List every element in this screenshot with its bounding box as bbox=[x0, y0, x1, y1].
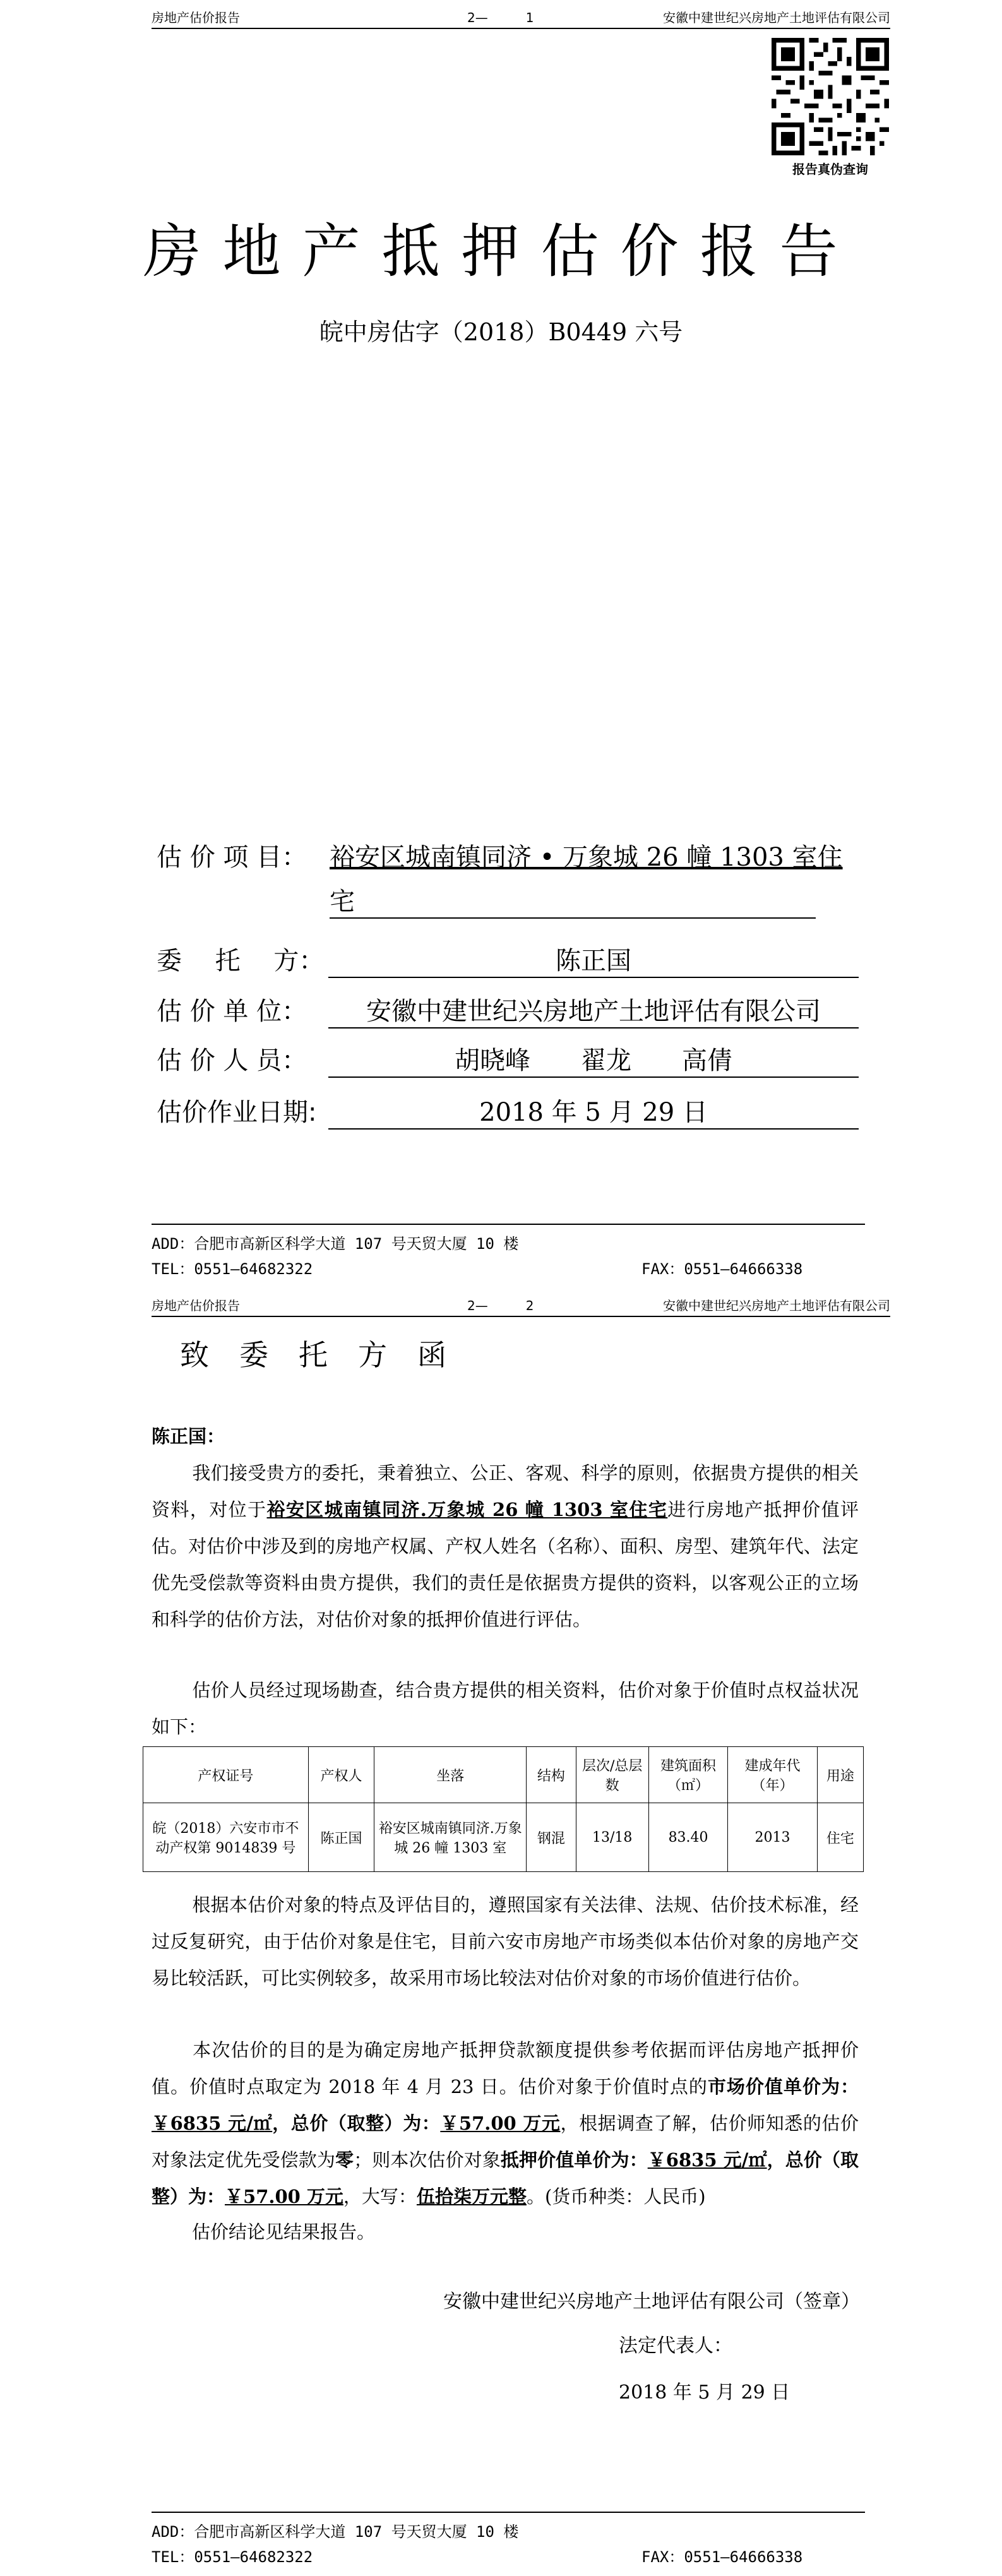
letter-salutation: 陈正国： bbox=[152, 1426, 225, 1447]
field-value-project-line1: 裕安区城南镇同济 • 万象城 26 幢 1303 室住 bbox=[330, 843, 843, 872]
header-right: 安徽中建世纪兴房地产土地评估有限公司 bbox=[663, 1298, 890, 1313]
field-value-client: 陈正国 bbox=[328, 941, 859, 978]
footer-contact bbox=[152, 2544, 865, 2567]
header-page-number: 2— 2 bbox=[467, 1298, 534, 1313]
letter-paragraph-5: 估价结论见结果报告。 bbox=[192, 2221, 376, 2243]
table-header: 层次/总层数 bbox=[576, 1747, 648, 1803]
footer-address: ADD：合肥市高新区科学大道 107 号天贸大厦 10 楼 bbox=[152, 2523, 519, 2541]
field-label-company: 估 价 单 位： bbox=[157, 997, 307, 1026]
header-right: 安徽中建世纪兴房地产土地评估有限公司 bbox=[663, 10, 890, 25]
signature-date: 2018 年 5 月 29 日 bbox=[619, 2382, 790, 2404]
field-value-date: 2018 年 5 月 29 日 bbox=[328, 1092, 859, 1130]
field-label-appraisers: 估 价 人 员： bbox=[157, 1046, 307, 1075]
property-address: 裕安区城南镇同济.万象城 26 幢 1303 室住宅 bbox=[266, 1499, 668, 1520]
table-header: 建筑面积（㎡） bbox=[648, 1747, 728, 1803]
table-cell: 13/18 bbox=[576, 1803, 648, 1872]
property-rights-table bbox=[143, 1746, 864, 1872]
field-value-project-line2: 宅 bbox=[330, 881, 816, 919]
market-total-price: ￥57.00 万元 bbox=[440, 2113, 561, 2134]
mortgage-total-price: ￥57.00 万元 bbox=[225, 2186, 343, 2207]
footer-contact bbox=[152, 1256, 865, 1279]
footer-address: ADD：合肥市高新区科学大道 107 号天贸大厦 10 楼 bbox=[152, 1235, 519, 1253]
field-value-appraisers: 胡晓峰 翟龙 高倩 bbox=[328, 1041, 859, 1078]
market-unit-price: ￥6835 元/㎡ bbox=[152, 2113, 273, 2134]
qr-caption: 报告真伪查询 bbox=[792, 162, 868, 177]
table-cell: 皖（2018）六安市市不动产权第 9014839 号 bbox=[143, 1803, 309, 1872]
field-value-company: 安徽中建世纪兴房地产土地评估有限公司 bbox=[328, 991, 859, 1029]
footer-divider bbox=[152, 2512, 865, 2513]
table-header: 建成年代（年） bbox=[728, 1747, 817, 1803]
letter-paragraph-4: 本次估价的目的是为确定房地产抵押贷款额度提供参考依据而评估房地产抵押价值。价值时点取定为 2018 年 4 月 23 日。估价对象于价值时点的市场价值单价为：￥6835 元/㎡，总价（取整）为：￥57.00 万元，根据调查了解，估价师知悉的估价对象法定优先受偿款为零；则本次估价对象抵押价值单价为：￥6835 元/㎡，总价（取整）为：￥57.00 万元，大写：伍拾柒万元整。(货币种类：人民币) bbox=[152, 2039, 859, 2207]
footer-divider bbox=[152, 1224, 865, 1225]
amount-in-words: 伍拾柒万元整 bbox=[416, 2186, 527, 2207]
table-cell: 83.40 bbox=[648, 1803, 728, 1872]
header-page-number: 2— 1 bbox=[467, 10, 534, 25]
qr-code-icon[interactable] bbox=[772, 38, 889, 155]
table-row bbox=[143, 1803, 864, 1872]
header-left: 房地产估价报告 bbox=[152, 1298, 240, 1313]
header-left: 房地产估价报告 bbox=[152, 10, 240, 25]
table-header: 坐落 bbox=[374, 1747, 527, 1803]
letter-paragraph-2: 估价人员经过现场勘查，结合贵方提供的相关资料，估价对象于价值时点权益状况如下： bbox=[152, 1679, 859, 1738]
table-header: 用途 bbox=[817, 1747, 863, 1803]
letter-paragraph-1: 我们接受贵方的委托，秉着独立、公正、客观、科学的原则，依据贵方提供的相关资料，对位于裕安区城南镇同济.万象城 26 幢 1303 室住宅进行房地产抵押价值评估。对估价中涉及到的房地产权属、产权人姓名（名称）、面积、房型、建筑年代、法定优先受偿款等资料由贵方提供，我们的责任是依据贵方提供的资料，以客观公正的立场和科学的估价方法，对估价对象的抵押价值进行评估。 bbox=[152, 1462, 859, 1630]
table-cell: 陈正国 bbox=[308, 1803, 374, 1872]
field-label-client: 委 托 方： bbox=[157, 946, 325, 975]
table-header-row bbox=[143, 1747, 864, 1803]
running-header bbox=[152, 5, 890, 29]
footer-fax: FAX：0551—64666338 bbox=[641, 1260, 803, 1278]
table-cell: 钢混 bbox=[527, 1803, 576, 1872]
signature-company: 安徽中建世纪兴房地产土地评估有限公司（签章） bbox=[443, 2291, 860, 2313]
table-header: 产权人 bbox=[308, 1747, 374, 1803]
signature-legal-rep: 法定代表人： bbox=[619, 2335, 732, 2357]
footer-tel: TEL：0551—64682322 bbox=[152, 2548, 313, 2566]
letter-paragraph-3: 根据本估价对象的特点及评估目的，遵照国家有关法律、法规、估价技术标准，经过反复研究，由于估价对象是住宅，目前六安市房地产市场类似本估价对象的房地产交易比较活跃，可比实例较多，故采用市场比较法对估价对象的市场价值进行估价。 bbox=[152, 1894, 859, 1989]
footer-fax: FAX：0551—64666338 bbox=[641, 2548, 803, 2566]
table-cell: 住宅 bbox=[817, 1803, 863, 1872]
table-header: 产权证号 bbox=[143, 1747, 309, 1803]
mortgage-unit-price: ￥6835 元/㎡ bbox=[647, 2149, 767, 2171]
field-label-date: 估价作业日期: bbox=[157, 1098, 317, 1127]
footer-tel: TEL：0551—64682322 bbox=[152, 1260, 313, 1278]
table-header: 结构 bbox=[527, 1747, 576, 1803]
running-header bbox=[152, 1293, 890, 1317]
document-number: 皖中房估字（2018）B0449 六号 bbox=[319, 318, 683, 346]
report-title: 房地产抵押估价报告 bbox=[143, 218, 859, 285]
field-label-project: 估 价 项 目： bbox=[157, 843, 307, 872]
table-cell: 2013 bbox=[728, 1803, 817, 1872]
letter-title: 致委托方函 bbox=[180, 1338, 477, 1372]
table-cell: 裕安区城南镇同济.万象城 26 幢 1303 室 bbox=[374, 1803, 527, 1872]
